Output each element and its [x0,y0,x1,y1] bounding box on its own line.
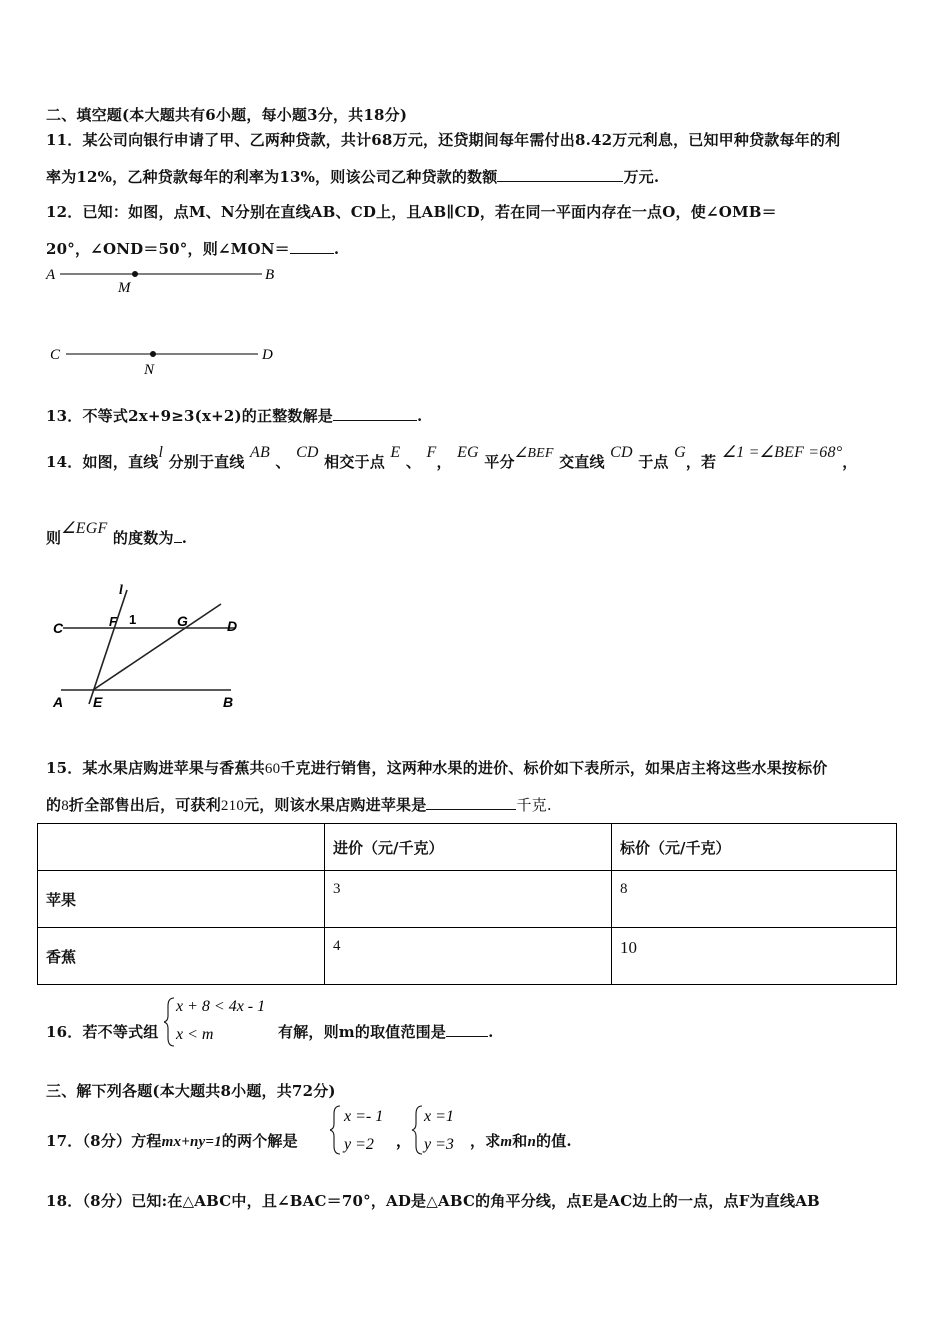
label-a: A [46,267,56,283]
q17-prefix: 17．（8分）方程 [46,1132,162,1150]
q14-tail: . [181,529,188,547]
q12-text: 20°，∠OND＝50°，则∠MON＝ [46,240,290,258]
q17-comma: ， [396,1132,412,1150]
q11-text: 率为12%，乙种贷款每年的利率为13%，则该公司乙种贷款的数额 [46,168,498,186]
label-b: B [223,694,234,710]
q14-cd: CD [296,444,319,461]
q15-total: 60 [264,761,281,777]
q14-sep1: 、 [275,453,291,471]
label-n: N [144,362,155,378]
q17-s2-x: x =1 [424,1108,454,1125]
q11-line1: 11．某公司向银行申请了甲、乙两种贷款，共计68万元，还贷期间每年需付出8.42万元利息，已知甲种贷款每年的利 [46,131,841,149]
point-m [132,271,138,277]
q16-line [46,1021,158,1042]
table-header-cell: 标价（元/千克） [612,824,897,871]
q12-tail: . [333,240,340,258]
brace-icon [412,1106,422,1154]
q14-f: F [426,444,437,461]
q16-answer-blank[interactable] [446,1022,488,1037]
q16-eq2: x < m [176,1026,214,1043]
q14-ask: 的度数为 [112,529,174,547]
q14-figure [45,580,255,720]
q17-equation: mx+ny=1 [161,1134,222,1150]
q14-comma1: ， [436,453,452,471]
label-f: F [109,614,117,629]
q16-prefix: 16．若不等式组 [46,1023,159,1041]
table-cell: 4 [325,928,612,985]
q15-tail: 千克. [516,796,552,814]
q14-line1 [46,444,858,472]
label-d: D [227,618,238,634]
q17-m: m [500,1134,513,1150]
q12-line2 [46,238,339,259]
q17-solutions [330,1102,490,1158]
q14-p6: 于点 [638,453,669,471]
table-cell: 香蕉 [38,928,325,985]
q15-profit: 210 [220,798,245,814]
label-a: A [53,694,64,710]
q16-inequality-system [164,994,274,1050]
q17-s2-y: y =3 [424,1136,454,1153]
label-c: C [53,620,64,636]
q15-text-b: 千克进行销售，这两种水果的进价、标价如下表所示，如果店主将这些水果按标价 [280,759,828,777]
q13-line [46,405,422,426]
table-header-cell: 进价（元/千克） [325,824,612,871]
q15-discount: 8 [61,798,69,814]
label-d: D [262,347,273,363]
table-header-cell [38,824,325,871]
table-cell: 3 [325,871,612,928]
q12-answer-blank[interactable] [290,239,334,254]
q15-price-table [37,823,897,985]
q12-line1: 12．已知：如图，点M、N分别在直线AB、CD上，且AB∥CD，若在同一平面内存在一点O，使∠OMB＝ [46,203,777,221]
section2-title: 二、填空题(本大题共有6小题，每小题3分，共18分) [46,106,408,124]
q14-answer-blank[interactable] [174,528,182,543]
q16-line-tail [278,1021,494,1042]
line-l [89,590,127,704]
q14-p4: 平分 [484,453,515,471]
q14-ab: AB [250,444,270,461]
q11-answer-blank[interactable] [497,167,623,182]
q14-line2 [46,520,188,548]
q13-text: 13．不等式2x+9≥3(x+2)的正整数解是 [46,407,334,425]
q17-suffix-a: ，求 [470,1132,501,1150]
table-row [38,871,897,928]
section3-title: 三、解下列各题(本大题共8小题，共72分) [46,1082,336,1100]
q14-eg: EG [457,444,479,461]
q14-angle-bef: ∠BEF [514,446,554,461]
q17-line-tail [470,1130,572,1151]
brace-icon [330,1106,340,1154]
q14-l: l [158,444,164,461]
table-cell: 8 [612,871,897,928]
q15-text-c: 的 [46,796,62,814]
q17-mid: 的两个解是 [221,1132,298,1150]
brace-icon [164,998,174,1046]
q15-line1 [46,757,828,778]
q14-then: 则 [46,529,62,547]
q11-line2 [46,166,659,187]
q17-s1-x: x =- 1 [344,1108,384,1125]
table-row [38,928,897,985]
q13-answer-blank[interactable] [333,406,417,421]
point-n [150,351,156,357]
q16-tail: . [488,1023,494,1041]
q14-comma2: ， [842,453,858,471]
q17-and: 和 [512,1132,528,1150]
q18-line: 18．（8分）已知:在△ABC中，且∠BAC＝70°，AD是△ABC的角平分线，点E是AC边上的一点，点F为直线AB [46,1192,820,1210]
label-l: l [119,583,123,598]
q14-p3: 相交于点 [324,453,385,471]
label-m: M [118,280,131,296]
label-g: G [177,613,188,629]
q14-condition: ∠1 =∠BEF =68° [721,444,843,461]
q15-text-a: 15．某水果店购进苹果与香蕉共 [46,759,265,777]
q14-e: E [390,444,401,461]
q14-sep2: 、 [405,453,422,471]
q14-angle-egf: ∠EGF [61,520,108,537]
q14-g: G [674,444,686,461]
q15-answer-blank[interactable] [426,795,516,810]
label-e: E [93,694,103,710]
label-b: B [265,267,275,283]
q12-figure [40,262,290,382]
q13-tail: . [417,407,423,425]
q17-n: n [527,1134,537,1150]
label-c: C [50,347,61,363]
q17-s1-y: y =2 [344,1136,374,1153]
q15-text-d: 折全部售出后，可获利 [68,796,221,814]
label-1: 1 [129,612,137,627]
table-cell: 10 [612,928,897,985]
table-header-row [38,824,897,871]
q11-tail: 万元. [623,168,660,186]
q14-p5: 交直线 [559,453,605,471]
q15-line2 [46,794,552,815]
q14-p1: 14．如图，直线 [46,453,159,471]
table-cell: 苹果 [38,871,325,928]
q17-line [46,1130,298,1151]
q17-suffix-b: 的值. [536,1132,572,1150]
q14-cd2: CD [610,444,633,461]
q16-eq1: x + 8 < 4x - 1 [176,998,266,1015]
q14-p7: ，若 [685,453,717,471]
q14-p2: 分别于直线 [168,453,245,471]
q15-text-e: 元，则该水果店购进苹果是 [244,796,427,814]
q16-suffix: 有解，则m的取值范围是 [278,1023,447,1041]
